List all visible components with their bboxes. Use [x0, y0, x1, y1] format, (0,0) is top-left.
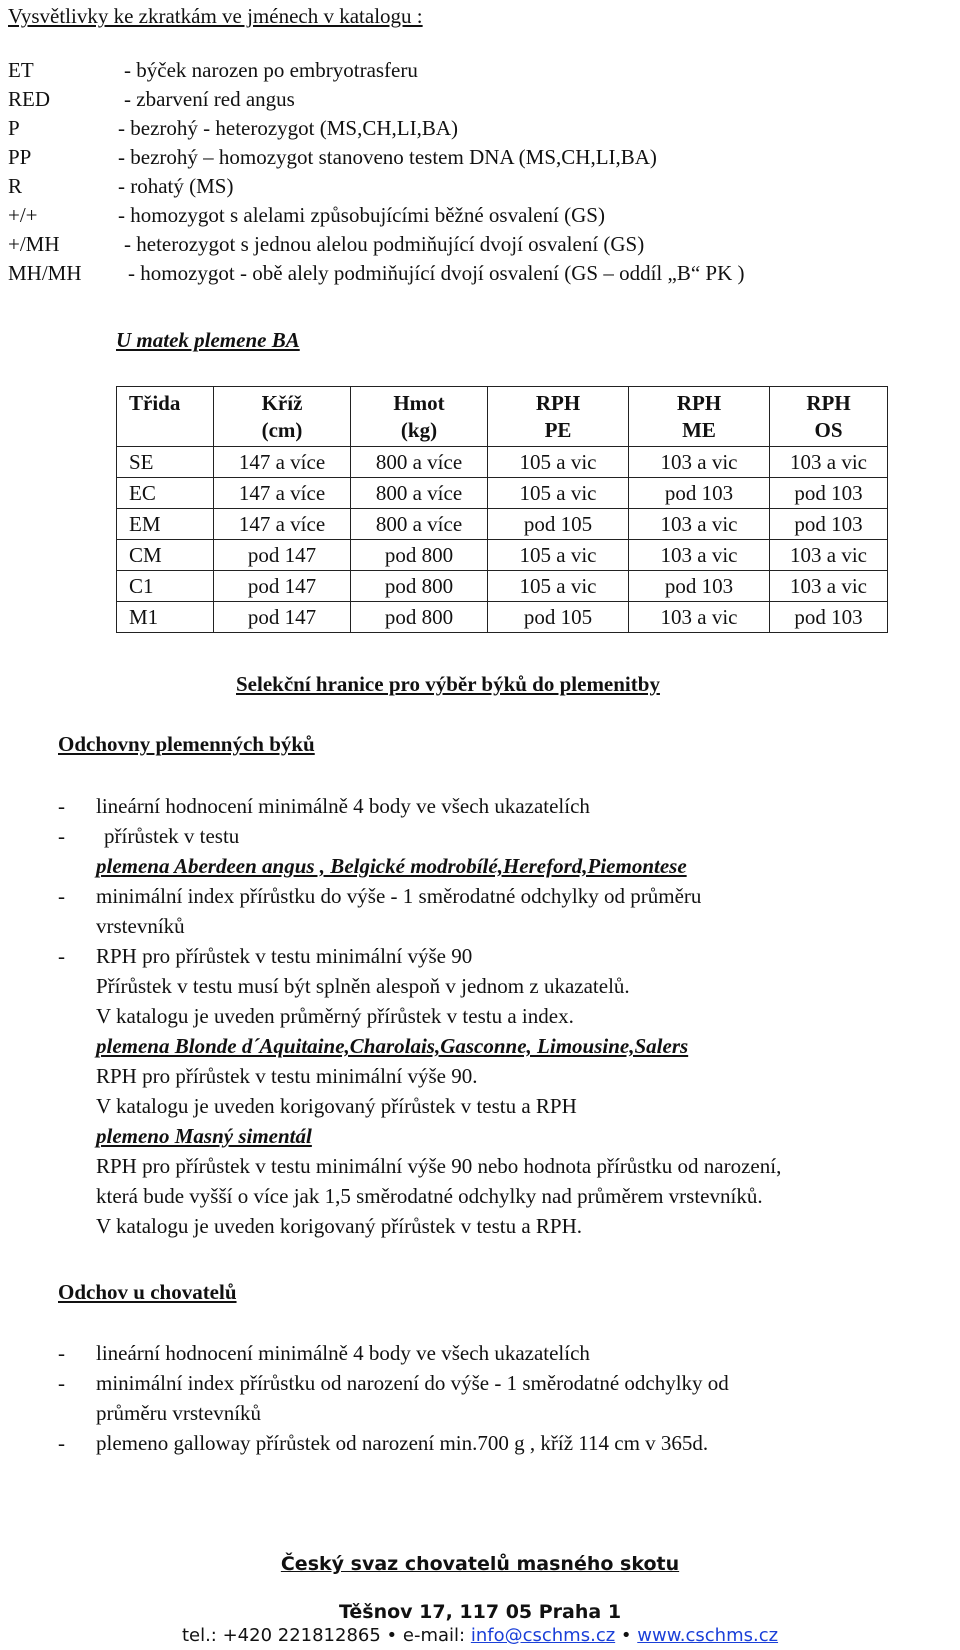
table-row — [117, 447, 888, 478]
table-cell: 103 a vic — [629, 509, 770, 540]
table-cell: 105 a vic — [488, 571, 629, 602]
table-cell: pod 147 — [214, 571, 351, 602]
section-title-breeders: Odchov u chovatelů — [58, 1280, 237, 1304]
table-cell: 103 a vic — [629, 447, 770, 478]
bullet-separator: • — [386, 1625, 398, 1646]
table-cell: SE — [117, 447, 214, 478]
section1-bullet: RPH pro přírůstek v testu minimální výše 90 — [96, 944, 473, 968]
section1-text: RPH pro přírůstek v testu minimální výše 90 nebo hodnota přírůstku od narození, — [96, 1154, 782, 1178]
bullet-dash: - — [58, 824, 65, 848]
table-header-cell: Hmot (kg) — [351, 387, 488, 447]
selection-heading: Selekční hranice pro výběr býků do plemenitby — [236, 672, 660, 696]
abbr-key: MH/MH — [8, 261, 82, 285]
table-cell: pod 103 — [770, 602, 888, 633]
abbr-key: +/+ — [8, 203, 38, 227]
table-cell: 103 a vic — [770, 447, 888, 478]
section2-bullet: lineární hodnocení minimálně 4 body ve všech ukazatelích — [96, 1341, 590, 1365]
table-cell: EC — [117, 478, 214, 509]
bullet-separator: • — [620, 1625, 632, 1646]
bullet-dash: - — [58, 794, 65, 818]
table-cell: pod 800 — [351, 540, 488, 571]
bullet-dash: - — [58, 1431, 65, 1455]
table-cell: 105 a vic — [488, 540, 629, 571]
bullet-dash: - — [58, 1341, 65, 1365]
section2-bullet: plemeno galloway přírůstek od narození min.700 g , kříž 114 cm v 365d. — [96, 1431, 709, 1455]
section-title-breeding-stations: Odchovny plemenných býků — [58, 732, 315, 756]
abbr-key: R — [8, 174, 23, 198]
abbr-key: RED — [8, 87, 50, 111]
abbr-desc: - bezrohý - heterozygot (MS,CH,LI,BA) — [118, 116, 458, 140]
footer-phone: tel.: +420 221812865 — [181, 1625, 381, 1646]
table-cell: 800 a více — [351, 447, 488, 478]
table-cell: pod 103 — [770, 478, 888, 509]
page-title: Vysvětlivky ke zkratkám ve jménech v katalogu : — [8, 4, 423, 28]
abbr-key: P — [8, 116, 20, 140]
section1-text: RPH pro přírůstek v testu minimální výše 90. — [96, 1064, 478, 1088]
footer-address: Těšnov 17, 117 05 Praha 1 — [338, 1601, 622, 1623]
section2-bullet-cont: průměru vrstevníků — [96, 1401, 262, 1425]
table-cell: C1 — [117, 571, 214, 602]
section1-bullet: lineární hodnocení minimálně 4 body ve všech ukazatelích — [96, 794, 590, 818]
table-cell: 105 a vic — [488, 478, 629, 509]
table-row — [117, 571, 888, 602]
table-cell: EM — [117, 509, 214, 540]
abbr-key: PP — [8, 145, 32, 169]
table-header-row — [117, 387, 888, 447]
breed-heading: plemena Aberdeen angus , Belgické modrobílé,Hereford,Piemontese — [96, 854, 687, 878]
table-header-cell: Kříž (cm) — [214, 387, 351, 447]
class-table — [116, 386, 888, 633]
abbr-desc: - heterozygot s jednou alelou podmiňující dvojí osvalení (GS) — [124, 232, 645, 256]
table-cell: 103 a vic — [770, 540, 888, 571]
table-cell: 103 a vic — [629, 540, 770, 571]
email-link[interactable]: info@cschms.cz — [470, 1625, 616, 1646]
table-row — [117, 509, 888, 540]
table-cell: pod 103 — [629, 571, 770, 602]
section1-text: V katalogu je uveden korigovaný přírůstek v testu a RPH. — [96, 1214, 583, 1238]
table-cell: pod 147 — [214, 602, 351, 633]
table-cell: pod 800 — [351, 602, 488, 633]
table-header-cell: RPH OS — [770, 387, 888, 447]
table-cell: 103 a vic — [770, 571, 888, 602]
abbr-desc: - býček narozen po embryotrasferu — [124, 58, 418, 82]
table-cell: 105 a vic — [488, 447, 629, 478]
table-cell: 147 a více — [214, 478, 351, 509]
breed-heading: plemeno Masný simentál — [96, 1124, 312, 1148]
table-cell: pod 105 — [488, 509, 629, 540]
table-cell: pod 800 — [351, 571, 488, 602]
table-row — [117, 602, 888, 633]
footer-org: Český svaz chovatelů masného skotu — [280, 1553, 680, 1575]
footer-contacts — [0, 1622, 960, 1650]
section1-bullet: minimální index přírůstku do výše - 1 směrodatné odchylky od průměru — [96, 884, 702, 908]
abbr-desc: - homozygot s alelami způsobujícími běžné osvalení (GS) — [118, 203, 605, 227]
table-cell: M1 — [117, 602, 214, 633]
bullet-dash: - — [58, 944, 65, 968]
table-title: U matek plemene BA — [116, 328, 300, 352]
abbr-desc: - rohatý (MS) — [118, 174, 234, 198]
breed-heading: plemena Blonde d´Aquitaine,Charolais,Gasconne, Limousine,Salers — [96, 1034, 689, 1058]
abbr-desc: - zbarvení red angus — [124, 87, 295, 111]
section1-bullet-cont: vrstevníků — [96, 914, 185, 938]
abbr-desc: - bezrohý – homozygot stanoveno testem DNA (MS,CH,LI,BA) — [118, 145, 657, 169]
table-cell: 147 a více — [214, 509, 351, 540]
section1-text: která bude vyšší o více jak 1,5 směrodatné odchylky nad průměrem vrstevníků. — [96, 1184, 763, 1208]
table-cell: pod 147 — [214, 540, 351, 571]
footer-email-label: e-mail: — [402, 1625, 466, 1646]
abbr-key: +/MH — [8, 232, 60, 256]
bullet-dash: - — [58, 884, 65, 908]
section2-bullet: minimální index přírůstku od narození do výše - 1 směrodatné odchylky od — [96, 1371, 729, 1395]
table-cell: 800 a více — [351, 478, 488, 509]
table-header-cell: Třida — [117, 387, 214, 447]
table-row — [117, 540, 888, 571]
table-cell: pod 103 — [629, 478, 770, 509]
website-link[interactable]: www.cschms.cz — [637, 1625, 779, 1646]
section1-text: V katalogu je uveden průměrný přírůstek v testu a index. — [96, 1004, 574, 1028]
section1-text: Přírůstek v testu musí být splněn alespoň v jednom z ukazatelů. — [96, 974, 630, 998]
table-cell: CM — [117, 540, 214, 571]
table-cell: pod 103 — [770, 509, 888, 540]
bullet-dash: - — [58, 1371, 65, 1395]
table-cell: pod 105 — [488, 602, 629, 633]
table-cell: 800 a více — [351, 509, 488, 540]
table-row — [117, 478, 888, 509]
table-header-cell: RPH PE — [488, 387, 629, 447]
abbr-key: ET — [8, 58, 34, 82]
table-cell: 147 a více — [214, 447, 351, 478]
table-cell: 103 a vic — [629, 602, 770, 633]
section1-text: V katalogu je uveden korigovaný přírůstek v testu a RPH — [96, 1094, 577, 1118]
table-header-cell: RPH ME — [629, 387, 770, 447]
section1-bullet: přírůstek v testu — [104, 824, 240, 848]
abbr-desc: - homozygot - obě alely podmiňující dvojí osvalení (GS – oddíl „B“ PK ) — [128, 261, 745, 285]
